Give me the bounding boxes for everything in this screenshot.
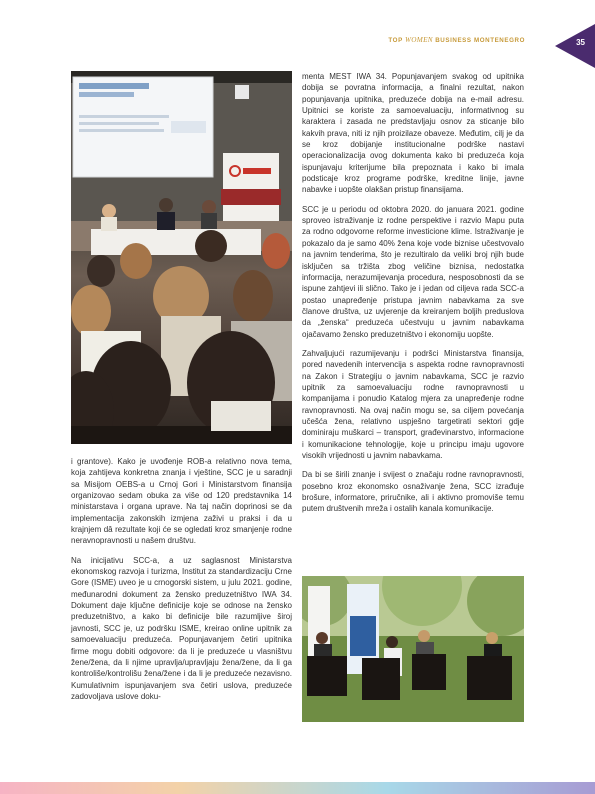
right-text-column — [302, 71, 524, 523]
paragraph: menta MEST IWA 34. Popunjavanjem svakog od upitnika dobija se povratna informacija, a finalni rezultat, nakon popunjavanja upitnika, preduzeće dobija na e-mail adresu. Upitnici se koriste za samoevaluaciju, informativnog su karaktera i zasada ne predstavljaju osnov za sticanje bilo kakvih prava, niti iz njih proizilaze obaveze. Međutim, cilj je da se kroz dobijanje institucionalne podrške nastavi operacionalizacija ovog dokumenta kako bi preduzeća koja ispunjavaju kriterijume bila prepoznata i kako bi imala podsticaje kroz programe podrške, kreditne linije, javne nabavke i uopšte olakšan pristup finansijama. — [302, 72, 524, 195]
paragraph: Na inicijativu SCC-a, a uz saglasnost Ministarstva ekonomskog razvoja i turizma, Institut za standardizaciju Crne Gore (ISME) uveo je u crnogorski sistem, u julu 2021. godine, međunarodni dokument za žensko preduzetništvo IWA 34. Dokument daje ključne definicije koje se odnose na žensko preduzetništvo, a kako bi definicije bile razumljive široj javnosti, SCC je, uz podršku ISME, kreirao online upitnik za samoevaluaciju preduzeća. Popunjavanjem četiri upitnika firme mogu dobiti odgovore: da li je preduzeće u vlasništvu žene/žena, da li njime upravlja/upravljaju žena/žene, da li ga kontroliše/kontrolišu žena/žene i da li je preduzeće nezavisno. Kumulativnim ispunjavanjem sva četiri uslova, preduzeće zadovoljava uslove doku- — [71, 555, 292, 701]
header-women: WOMEN — [405, 36, 433, 44]
header-business: BUSINESS MONTENEGRO — [435, 37, 525, 44]
running-header — [388, 36, 525, 44]
header-top: TOP — [388, 37, 403, 44]
left-text-column — [71, 456, 292, 710]
conference-scene — [71, 71, 292, 444]
outdoor-scene — [302, 576, 524, 722]
paragraph: SCC je u periodu od oktobra 2020. do januara 2021. godine sproveo istraživanje iz rodne perspektive i razvio Mapu puta za rodno odgovorne reforme investicione klime. Istraživanje je pokazalo da je samo 40% žena koje vode biznise učestvovalo na javnim tenderima, što je rezultiralo da veliki broj njih bude isključen sa tržišta zbog veličine biznisa, nedostatka informacija, nerazumijevanja procedura, nesposobnosti da se ispune zahtjevi ili slično. Tako je i jedan od ciljeva rada SCC-a postao unapređenje pristupa javnim nabavkama za sve članove društva, uz uvjerenje da kreiranjem boljih preduslova da „ženska“ preduzeća učestvuju u javnim nabavkama ojačavamo žensko preduzetništvo i ekonomiju uopšte. — [302, 204, 524, 339]
paragraph: Da bi se širili znanje i svijest o značaju rodne ravnopravnosti, posebno kroz ekonomsko osnaživanje žena, SCC izrađuje brošure, informatore, priručnike, ali i aktivno promoviše temu putem društvenih mreža i ostalih kanala komunikacije. — [302, 470, 524, 514]
paragraph: Zahvaljujući razumijevanju i podršci Ministarstva finansija, pored navedenih intervencija s aspekta rodne ravnopravnosti na Zakon i Strategiju o javnim nabavkama, SCC je razvio upitnik za samoevaluaciju rodne ravnopravnosti u kompanijama i ponudio Katalog mjera za unapređenje rodne ravnopravnosti. Na ovaj način mogu se, sa ciljem povećanja učešća žena, relativno uspješno targetirati sektori gdje dominiraju muškarci – transport, građevinarstvo, informacione i komunikacione tehnologije, koje u principu imaju ugovore visokih vrijednosti u javnim nabavkama. — [302, 348, 524, 460]
page-number: 35 — [576, 38, 585, 47]
page-number-tab — [555, 24, 595, 68]
paragraph: i grantove). Kako je uvođenje ROB-a relativno nova tema, koja zahtijeva konkretna znanja i vještine, SCC je u saradnji sa Misijom OEBS-a u Crnoj Gori i Ministarstvom finansija organizovao sedam obuka za više od 120 predstavnika 14 ministarstava i organa uprave. Na taj način doprinosi se da implementacija zakonskih izmjena zaživi u praksi i da u krajnjem dâ rezultate koji će se ogledati kroz smanjenje rodne neravnopravnosti u našem društvu. — [71, 457, 292, 546]
banner — [223, 153, 279, 223]
outdoor-event-photo — [302, 576, 524, 722]
bottom-gradient-bar — [0, 782, 595, 794]
conference-photo — [71, 71, 292, 444]
